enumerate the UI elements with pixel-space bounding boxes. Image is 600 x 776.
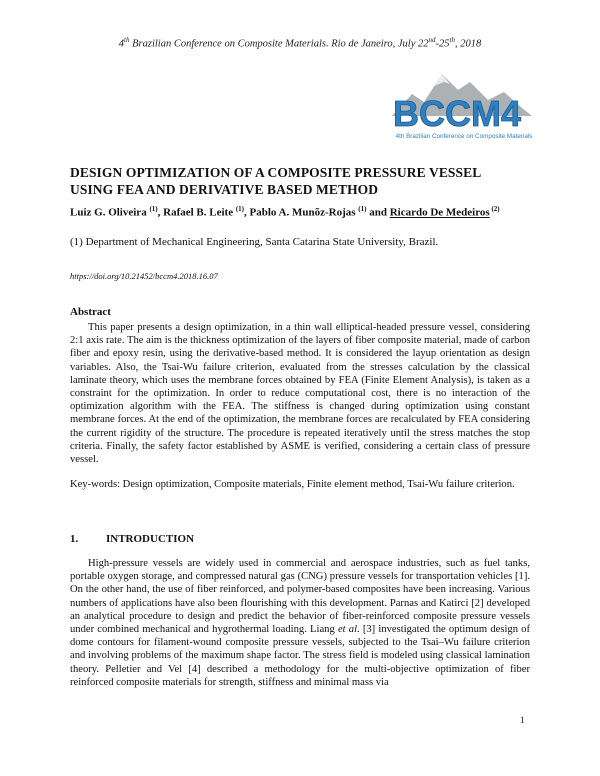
et-al: et al: [337, 624, 358, 636]
author-name: Rafael B. Leite: [163, 206, 236, 219]
affiliation: (1) Department of Mechanical Engineering, Santa Catarina State University, Brazil.: [70, 236, 439, 248]
author-name-link[interactable]: Ricardo De Medeiros: [389, 206, 490, 219]
doi-link[interactable]: https://doi.org/10.21452/bccm4.2018.16.07: [70, 271, 218, 281]
author-affiliation-marker: (2): [489, 205, 500, 213]
section-number: 1.: [70, 533, 79, 545]
section-heading-introduction: [70, 533, 194, 545]
keywords: Key-words: Design optimization, Composite materials, Finite element method, Tsai-Wu failure criterion.: [70, 479, 515, 490]
title-line-2: USING FEA AND DERIVATIVE BASED METHOD: [70, 182, 379, 197]
section-title: INTRODUCTION: [106, 533, 195, 545]
logo-subtitle: 4th Brazilian Conference on Composite Materials: [395, 133, 533, 140]
introduction-text: High-pressure vessels are widely used in commercial and aerospace industries, such as fuel tanks, portable oxygen storage, and compressed natural gas (CNG) pressure vessels for transportation vehicles [1]. On the other hand, the use of fiber reinforced, and polymer-based composites have been increasing. Various numbers of applications have also been flourishing with this development. Parnas and Katirci [2] developed an analytical procedure to design and predict the behavior of fiber-reinforced composite pressure vessels under combined mechanical and hygrothermal loading. Liang et al. [3] investigated the optimum design of dome contours for filament-wound composite pressure vessels, subjected to the Tsai–Wu failure criterion and involving problems of the maximum shape factor. The stress field is modeled using classical lamination theory. Pelletier and Vel [4] described a methodology for the multi-objective optimization of fiber reinforced composite materials for strength, stiffness and minimal mass via: [70, 558, 531, 688]
logo-text: BCCM4: [392, 93, 522, 134]
author-affiliation-marker: (1): [235, 205, 244, 213]
title-line-1: DESIGN OPTIMIZATION OF A COMPOSITE PRESSURE VESSEL: [70, 165, 482, 180]
abstract-heading: Abstract: [70, 306, 111, 318]
author-affiliation-marker: (1): [358, 205, 367, 213]
conference-header: 4th Brazilian Conference on Composite Materials. Rio de Janeiro, July 22nd-25th, 2018: [118, 36, 482, 50]
paper-title: [70, 164, 550, 198]
author-list: Luiz G. Oliveira $^{(1)}$, Rafael B. Leite $^{(1)}$, Pablo A. Munõz-Rojas $^{(1)}$ and Ricardo De Medeiros $^{(2)}$: [70, 205, 500, 219]
abstract-text: This paper presents a design optimization, in a thin wall elliptical-headed pressure vessel, considering 2:1 axis rate. The aim is the thickness optimization of the layers of fiber composite material, made of carbon fiber and epoxy resin, using the derivative-based method. It is considered the layup orientation as design variables. Also, the Tsai-Wu failure criterion, evaluated from the stresses calculation by the classical laminate theory, which uses the membrane forces obtained by FEA (Finite Element Analysis), is taken as a constraint for the optimization. In order to reduce computational cost, there is no interaction of the optimization algorithm with the FEA. The stiffness is changed during optimization using constant membrane forces. At the end of the optimization, the membrane forces are recalculated by FEA considering the current rigidity of the structure. The procedure is repeated iteratively until the stress matches the stop criteria. Finally, the safety factor established by ASME is verified, considering a certain class of pressure vessel.: [70, 322, 530, 466]
bccm4-logo: [372, 64, 542, 144]
author-affiliation-marker: (1): [149, 205, 158, 213]
page-number: 1: [520, 716, 525, 726]
author-name: Luiz G. Oliveira: [70, 206, 150, 219]
author-name: Pablo A. Munõz-Rojas: [249, 206, 359, 219]
